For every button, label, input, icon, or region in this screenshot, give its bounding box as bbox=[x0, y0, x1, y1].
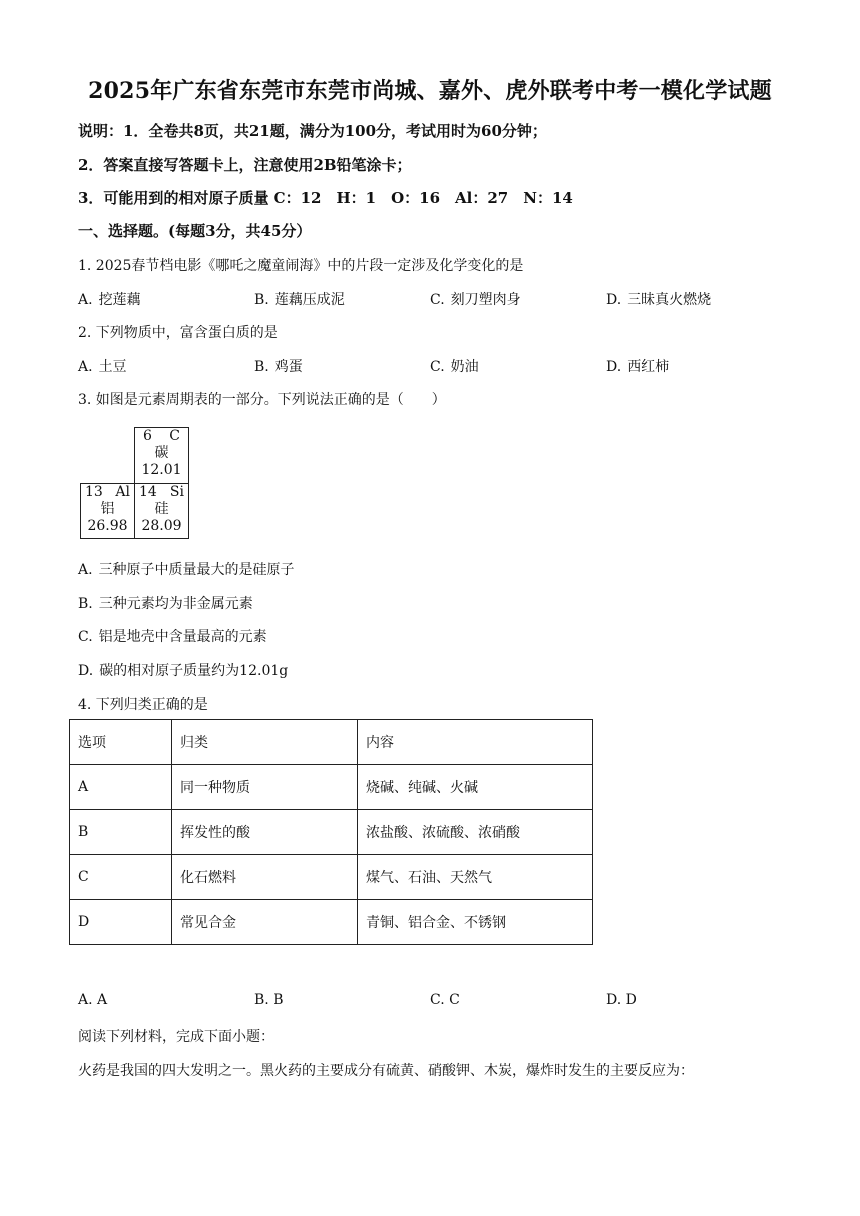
question-3-stem: 3. 如图是元素周期表的一部分。下列说法正确的是（ ） bbox=[78, 392, 446, 408]
table-cell: 常见合金 bbox=[172, 900, 358, 945]
q4-option-d: D. D bbox=[606, 992, 637, 1008]
table-cell: 煤气、石油、天然气 bbox=[358, 855, 593, 900]
element-mass: 12.01 bbox=[141, 462, 182, 478]
classification-table bbox=[69, 719, 593, 945]
table-row bbox=[70, 810, 593, 855]
table-cell: A bbox=[70, 765, 172, 810]
table-row bbox=[70, 855, 593, 900]
table-header-cell: 内容 bbox=[358, 720, 593, 765]
section-heading: 一、选择题。(每题3分，共45分） bbox=[78, 222, 312, 240]
element-mass: 28.09 bbox=[141, 518, 182, 534]
element-symbol: Si bbox=[169, 484, 184, 500]
q1-option-c: C. 刻刀塑肉身 bbox=[430, 292, 521, 308]
element-cell-silicon bbox=[134, 483, 189, 539]
element-mass: 26.98 bbox=[87, 518, 128, 534]
q4-option-b: B. B bbox=[254, 992, 284, 1008]
element-cell-aluminum bbox=[80, 483, 135, 539]
table-cell: 同一种物质 bbox=[172, 765, 358, 810]
note-1: 说明：1．全卷共8页，共21题，满分为100分，考试用时为60分钟； bbox=[78, 122, 547, 140]
q1-option-b: B. 莲藕压成泥 bbox=[254, 292, 345, 308]
table-cell: 挥发性的酸 bbox=[172, 810, 358, 855]
element-name: 硅 bbox=[154, 501, 169, 517]
element-name: 碳 bbox=[154, 445, 169, 461]
element-name: 铝 bbox=[100, 501, 115, 517]
element-number: 13 bbox=[85, 484, 103, 500]
table-cell: 烧碱、纯碱、火碱 bbox=[358, 765, 593, 810]
q2-option-a: A. 土豆 bbox=[78, 359, 127, 375]
note-3: 3．可能用到的相对原子质量 C：12 H：1 O：16 Al：27 N：14 bbox=[78, 189, 573, 207]
table-cell: 化石燃料 bbox=[172, 855, 358, 900]
page-title: 2025年广东省东莞市东莞市尚城、嘉外、虎外联考中考一模化学试题 bbox=[88, 78, 772, 104]
table-header-cell: 归类 bbox=[172, 720, 358, 765]
q4-option-a: A. A bbox=[78, 992, 108, 1008]
element-symbol: Al bbox=[115, 484, 130, 500]
table-header-row bbox=[70, 720, 593, 765]
q3-option-a: A. 三种原子中质量最大的是硅原子 bbox=[78, 562, 295, 578]
q1-option-d: D. 三昧真火燃烧 bbox=[606, 292, 712, 308]
question-1-stem: 1. 2025春节档电影《哪吒之魔童闹海》中的片段一定涉及化学变化的是 bbox=[78, 258, 524, 274]
table-row bbox=[70, 900, 593, 945]
question-4-stem: 4. 下列归类正确的是 bbox=[78, 697, 208, 713]
table-cell: D bbox=[70, 900, 172, 945]
element-symbol: C bbox=[169, 428, 180, 444]
reading-intro: 阅读下列材料，完成下面小题： bbox=[78, 1029, 274, 1045]
q4-option-c: C. C bbox=[430, 992, 460, 1008]
q1-option-a: A. 挖莲藕 bbox=[78, 292, 141, 308]
q2-option-b: B. 鸡蛋 bbox=[254, 359, 303, 375]
q3-option-b: B. 三种元素均为非金属元素 bbox=[78, 596, 253, 612]
reading-text: 火药是我国的四大发明之一。黑火药的主要成分有硫黄、硝酸钾、木炭，爆炸时发生的主要反应为： bbox=[78, 1063, 694, 1079]
table-cell: C bbox=[70, 855, 172, 900]
q2-option-c: C. 奶油 bbox=[430, 359, 479, 375]
table-cell: 青铜、铝合金、不锈钢 bbox=[358, 900, 593, 945]
table-row bbox=[70, 765, 593, 810]
table-cell: 浓盐酸、浓硫酸、浓硝酸 bbox=[358, 810, 593, 855]
question-2-stem: 2. 下列物质中，富含蛋白质的是 bbox=[78, 325, 278, 341]
q3-option-d: D. 碳的相对原子质量约为12.01g bbox=[78, 663, 289, 679]
q3-option-c: C. 铝是地壳中含量最高的元素 bbox=[78, 629, 267, 645]
note-2: 2．答案直接写答题卡上，注意使用2B铅笔涂卡； bbox=[78, 156, 412, 174]
table-header-cell: 选项 bbox=[70, 720, 172, 765]
q2-option-d: D. 西红柿 bbox=[606, 359, 670, 375]
element-cell-carbon bbox=[134, 427, 189, 484]
table-cell: B bbox=[70, 810, 172, 855]
element-number: 6 bbox=[143, 428, 152, 444]
element-number: 14 bbox=[139, 484, 157, 500]
